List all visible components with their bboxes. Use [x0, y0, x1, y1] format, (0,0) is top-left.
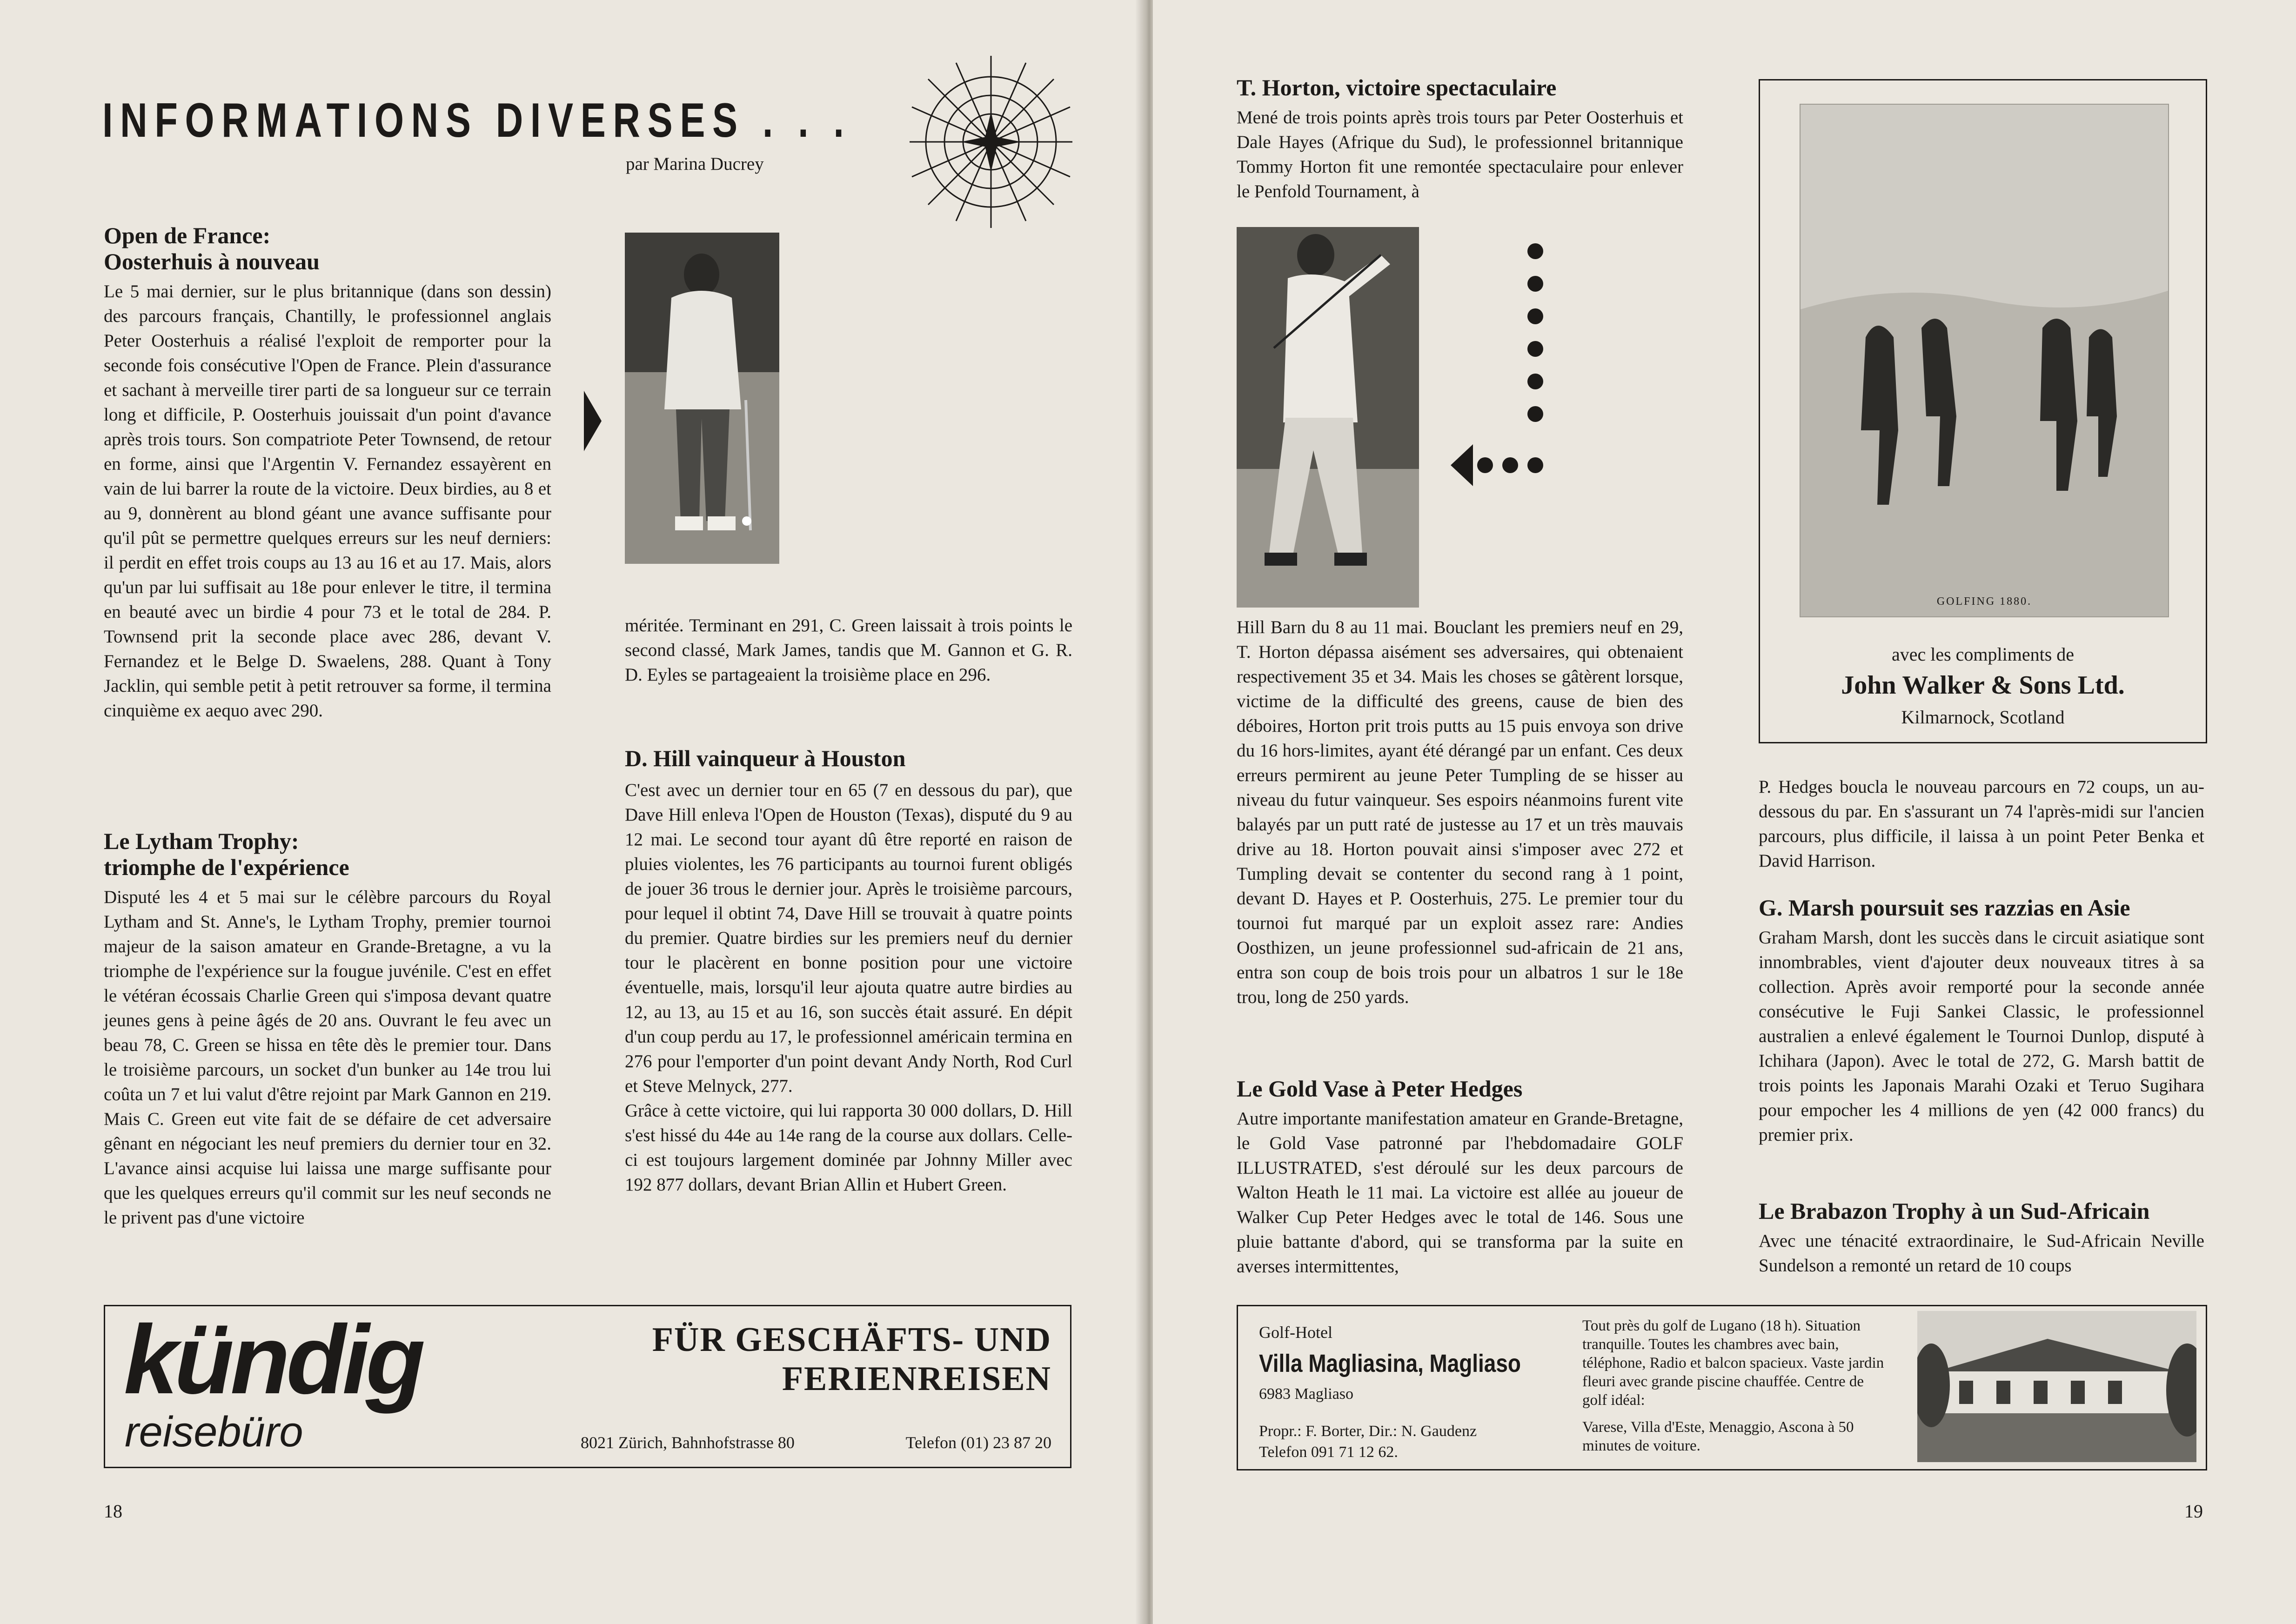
- ad-compliments: avec les compliments de: [1891, 644, 2075, 665]
- ad-phone: Telefon (01) 23 87 20: [905, 1433, 1051, 1452]
- article-horton-continuation: [1237, 615, 1683, 1009]
- article-heading: Le Lytham Trophy: triomphe de l'expérience: [104, 828, 349, 880]
- article-body: Mené de trois points après trois tours par Peter Oosterhuis et Dale Hayes (Afrique du Sud), le professionnel britannique Tommy Horton fit une remontée spectaculaire pour enlever le Penfold Tournament, à: [1237, 107, 1683, 201]
- kundig-logo: kündig: [124, 1305, 422, 1414]
- article-heading: T. Horton, victoire spectaculaire: [1237, 74, 1557, 100]
- article-marsh: [1759, 895, 2204, 1147]
- article-heading: Le Brabazon Trophy à un Sud-Africain: [1759, 1198, 2150, 1224]
- article-body: Graham Marsh, dont les succès dans le circuit asiatique sont innombrables, vient d'ajouter deux nouveaux titres à sa collection. Après avoir remporté pour la seconde année consécutive le Fuji Sankei Classic, le professionnel australien a enlevé également le Tournoi Dunlop, disputé à Ichihara (Japon). Avec le total de 272, G. Marsh battit de trois points les Japonais Marahi Ozaki et Teruo Sugihara pour empocher les 4 millions de yen (42 000 francs) du premier prix.: [1759, 928, 2204, 1145]
- kundig-logo-sub: reisebüro: [125, 1408, 303, 1456]
- article-heading: D. Hill vainqueur à Houston: [625, 745, 906, 771]
- ad-tagline: FÜR GESCHÄFTS- UND FERIENREISEN: [652, 1321, 1051, 1398]
- article-houston: [625, 745, 1072, 1197]
- hotel-name: Villa Magliasina, Magliaso: [1259, 1350, 1521, 1377]
- article-body: Le 5 mai dernier, sur le plus britannique (dans son dessin) des parcours français, Chantilly, le professionnel anglais Peter Oosterhuis a réalisé l'exploit de remporter pour la seconde fois consécutive l'Open de France. Plein d'assurance et sachant à merveille tirer parti de sa longueur sur ce terrain long et difficile, P. Oosterhuis jouissait d'un point d'avance après trois tours. Son compatriote Peter Townsend, de retour en forme, ainsi que l'Argentin V. Fernandez essayèrent en vain de lui barrer la route de la victoire. Deux birdies, au 8 et au 9, donnèrent au blond géant une avance suffisante pour qu'il pût se permettre quelques erreurs sur les neuf derniers: il perdit en effet trois coups au 13 au 16 et au 17. Mais, alors qu'un par lui suffisait au 18e pour enlever le titre, il termina en beauté avec un birdie 4 pour 73 et le total de 284. P. Townsend prit la seconde place avec 286, devant V. Fernandez et le Belge D. Swaelens, 288. Quant à Tony Jacklin, qui semble petit à petit retrouver sa forme, il termina cinquième ex aequo avec 290.: [104, 281, 551, 721]
- article-gold-vase: [1237, 1076, 1683, 1279]
- dotted-arrow-icon: [1451, 233, 1558, 521]
- article-body: P. Hedges boucla le nouveau parcours en 72 coups, un au-dessous du par. En s'assurant un 74 l'après-midi sur l'ancien parcours, plus difficile, il laissa à un point Peter Benka et David Harrison.: [1759, 777, 2204, 871]
- article-gold-vase-continuation: [1759, 775, 2204, 873]
- hotel-photo: [1917, 1311, 2196, 1462]
- hotel-description: Tout près du golf de Lugano (18 h). Situation tranquille. Toutes les chambres avec bain, téléphone, Radio et balcon spacieux. Vaste jardin fleuri avec grande piscine chauffée. Centre de golf idéal:: [1582, 1317, 1884, 1409]
- byline: par Marina Ducrey: [626, 154, 764, 174]
- ad-company: John Walker & Sons Ltd.: [1841, 671, 2125, 700]
- golfer-swing-photo: [1237, 227, 1419, 608]
- illustration-caption: GOLFING 1880.: [1936, 595, 2032, 608]
- article-open-de-france: [104, 222, 551, 723]
- section-title: INFORMATIONS DIVERSES . . .: [102, 94, 851, 147]
- ad-address: 8021 Zürich, Bahnhofstrasse 80: [581, 1433, 795, 1452]
- golfer-photo: [625, 233, 779, 564]
- page-number: 19: [2184, 1501, 2203, 1522]
- arrow-right-icon: [584, 391, 602, 451]
- hotel-label: Golf-Hotel: [1259, 1323, 1332, 1342]
- article-brabazon: [1759, 1198, 2204, 1278]
- article-body: méritée. Terminant en 291, C. Green laissait à trois points le second classé, Mark James, tandis que M. Gannon et G. R. D. Eyles se partageaient la troisième place en 296.: [625, 615, 1072, 685]
- article-body: Autre importante manifestation amateur en Grande-Bretagne, le Gold Vase patronné par l'hebdomadaire GOLF ILLUSTRATED, s'est déroulé sur les deux parcours de Walton Heath le 11 mai. La victoire est allée au joueur de Walker Cup Peter Hedges avec le total de 146. Sous une pluie battante d'abord, qui se transforma par la suite en averses intermittentes,: [1237, 1109, 1683, 1276]
- hotel-postal: 6983 Magliaso: [1259, 1385, 1354, 1403]
- article-horton: [1237, 74, 1683, 204]
- ad-hotel-magliasina: [1237, 1305, 2207, 1470]
- left-page: [0, 0, 1145, 1624]
- ad-kundig: [104, 1305, 1071, 1468]
- golfing-illustration: [1800, 104, 2169, 617]
- ad-location: Kilmarnock, Scotland: [1901, 707, 2065, 728]
- hotel-owners: Propr.: F. Borter, Dir.: N. Gaudenz: [1259, 1423, 1477, 1440]
- article-body: Avec une ténacité extraordinaire, le Sud-Africain Neville Sundelson a remonté un retard de 10 coups: [1759, 1231, 2204, 1276]
- article-heading: Le Gold Vase à Peter Hedges: [1237, 1076, 1523, 1102]
- hotel-description-access: Varese, Villa d'Este, Menaggio, Ascona à 50 minutes de voiture.: [1582, 1419, 1854, 1454]
- article-body: Hill Barn du 8 au 11 mai. Bouclant les premiers neuf en 29, T. Horton dépassa aisément ses adversaires, qui obtenaient respectivement 35 et 34. Mais les choses se gâtèrent lorsque, victime de la difficulté des greens, cause de bien des déboires, Horton prit trois putts au 15 puis envoya son drive du 16 hors-limites, ayant été dérangé par un enfant. Ces deux erreurs permirent au jeune Peter Tumpling de se hisser au niveau du futur vainqueur. Ses espoirs néanmoins furent vite balayés par un putt raté de justesse au 17 et un très mauvais drive au 18. Horton pouvait ainsi s'imposer avec 272 et Tumpling devait se contenter du second rang à 1 point, devant D. Hayes et P. Oosterhuis, 275. Le premier tour du tournoi fut marqué par un exploit assez rare: Andies Oosthizen, un jeune professionnel sud-africain de 21 ans, entra son coup de bois trois pour un albatros 1 sur le 18e trou, long de 250 yards.: [1237, 617, 1683, 1007]
- article-heading: Open de France: Oosterhuis à nouveau: [104, 222, 320, 274]
- hotel-phone: Telefon 091 71 12 62.: [1259, 1444, 1398, 1461]
- article-heading: G. Marsh poursuit ses razzias en Asie: [1759, 895, 2130, 921]
- article-body: C'est avec un dernier tour en 65 (7 en dessous du par), que Dave Hill enleva l'Open de Houston (Texas), disputé du 9 au 12 mai. Le second tour ayant dû être reporté en raison de pluies violentes, les 76 participants au tournoi furent obligés de jouer 36 trous le dernier jour. Après le troisième parcours, pour lequel il obtint 74, Dave Hill se trouvait à quatre points du premier. Quatre birdies sur les premiers neuf du dernier tour le placèrent en bonne position pour une victoire éventuelle, mais, lorsqu'il leur ajouta quatre autre birdies au 12, au 13, au 15 et au 16, son succès était assuré. En dépit d'un coup perdu au 17, le professionnel américain termina en 276 pour l'emporter d'un point devant Andy North, Rod Curl et Steve Melnyck, 277.: [625, 780, 1072, 1096]
- page-number: 18: [104, 1501, 122, 1522]
- article-lytham-trophy: [104, 828, 551, 1230]
- right-page: [1153, 0, 2296, 1624]
- compass-rose-icon: [900, 56, 1082, 228]
- article-lytham-continuation: [625, 613, 1072, 687]
- article-body: Grâce à cette victoire, qui lui rapporta 30 000 dollars, D. Hill s'est hissé du 44e au 14e rang de la course aux dollars. Celle-ci est toujours largement dominée par Johnny Miller avec 192 877 dollars, devant Brian Allin et Hubert Green.: [625, 1101, 1072, 1195]
- article-body: Disputé les 4 et 5 mai sur le célèbre parcours du Royal Lytham and St. Anne's, le Lytham Trophy, premier tournoi majeur de la saison amateur en Grande-Bretagne, a vu la triomphe de l'expérience sur la fougue juvénile. C'est en effet le vétéran écossais Charlie Green qui s'imposa devant quatre jeunes gens à peine âgés de 20 ans. Ouvrant le feu avec un beau 78, C. Green se hissa en tête dès le premier tour. Dans le troisième parcours, un socket d'un bunker au 14e trou lui coûta un 7 et lui valut d'être rejoint par Mark Gannon en 219. Mais C. Green eut vite fait de se défaire de cet adversaire gênant en négociant les neuf premiers du dernier tour en 32. L'avance ainsi acquise lui laissa une marge suffisante pour que les quelques erreurs qu'il commit sur les neuf seconds ne le privent pas d'une victoire: [104, 887, 551, 1228]
- ad-john-walker: [1759, 79, 2207, 743]
